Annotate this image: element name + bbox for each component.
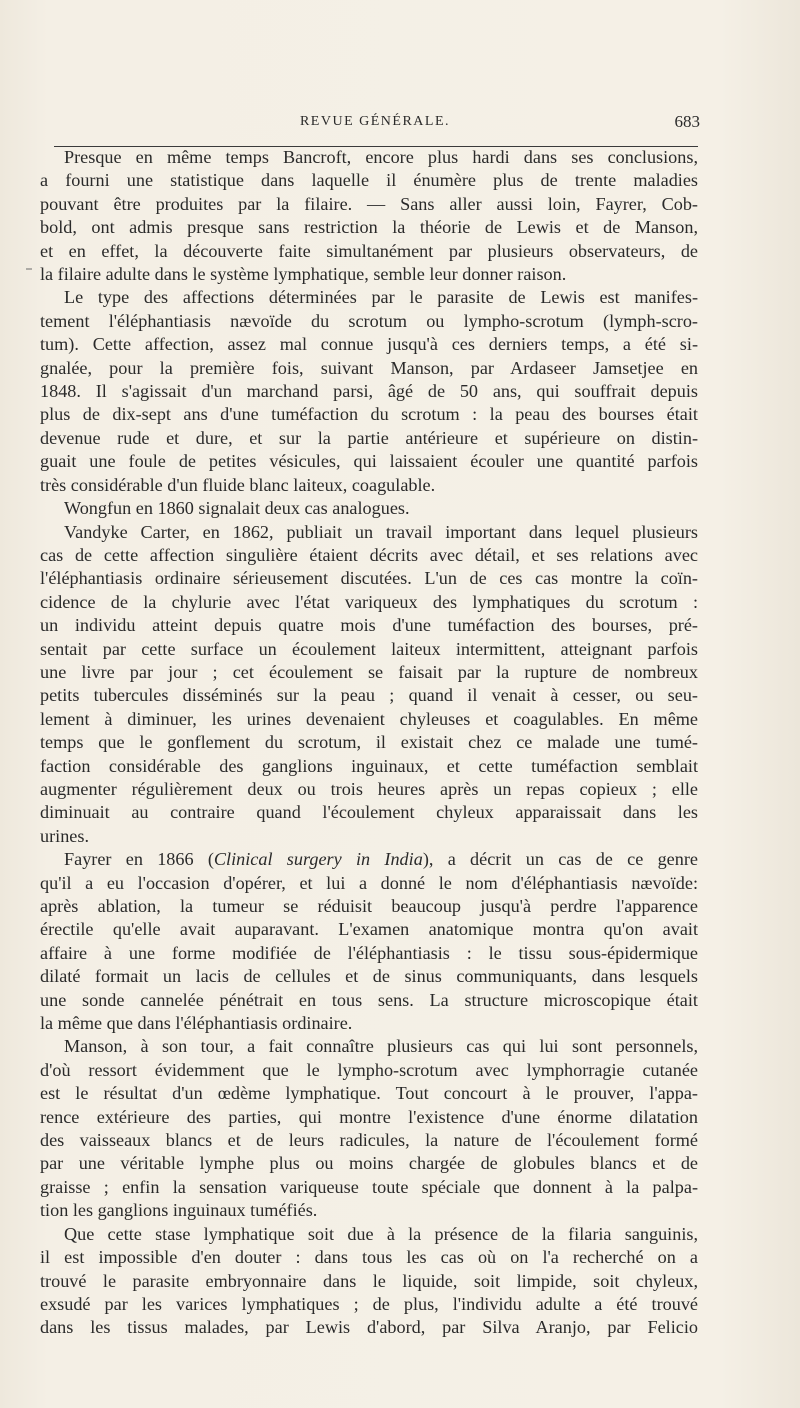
text-line: temps que le gonflement du scrotum, il existait chez ce malade une tumé- (40, 732, 698, 753)
text-line: qu'il a eu l'occasion d'opérer, et lui a donné le nom d'éléphantiasis nævoïde: (40, 872, 698, 893)
text-line: très considérable d'un fluide blanc laiteux, coagulable. (40, 474, 436, 495)
text-line: urines. (40, 825, 89, 846)
text-line: tum). Cette affection, assez mal connue jusqu'à ces derniers temps, a été si- (40, 334, 698, 355)
text-line: a fourni une statistique dans laquelle il énumère plus de trente maladies (40, 170, 698, 191)
paragraph (40, 848, 698, 1035)
text-line: gnalée, pour la première fois, suivant Manson, par Ardaseer Jamsetjee en (40, 357, 698, 378)
text-line: des vaisseaux blancs et de leurs radicules, la nature de l'écoulement formé (40, 1130, 698, 1151)
text-line: bold, ont admis presque sans restriction la théorie de Lewis et de Manson, (40, 217, 698, 238)
text-line: augmenter régulièrement deux ou trois heures après un repas copieux ; elle (40, 778, 698, 799)
text-line: Vandyke Carter, en 1862, publiait un travail important dans lequel plusieurs (64, 521, 698, 542)
page-number: 683 (674, 112, 700, 131)
text-line: après ablation, la tumeur se réduisit beaucoup jusqu'à perdre l'apparence (40, 896, 698, 916)
paragraph (40, 1223, 698, 1340)
text-line: cidence de la chylurie avec l'état variqueux des lymphatiques du scrotum : (40, 591, 698, 612)
paragraph (40, 286, 698, 497)
text-line: graisse ; enfin la sensation variqueuse toute spéciale que donnent à la palpa- (40, 1176, 698, 1197)
text-line: Fayrer en 1866 (Clinical surgery in India), a décrit un cas de ce genre (64, 849, 698, 870)
text-line: Manson, à son tour, a fait connaître plusieurs cas qui lui sont personnels, (64, 1036, 698, 1057)
text-line: sentait par cette surface un écoulement laiteux intermittent, atteignant parfois (40, 638, 698, 659)
text-line: diminuait au contraire quand l'écoulement chyleux apparaissait dans les (40, 802, 698, 823)
text-line: il est impossible d'en douter : dans tous les cas où on l'a recherché on a (40, 1247, 698, 1268)
paragraph (40, 521, 698, 849)
text-line: exsudé par les varices lymphatiques ; de plus, l'individu adulte a été trouvé (40, 1293, 698, 1314)
text-line: rence extérieure des parties, qui montre l'existence d'une énorme dilatation (40, 1106, 698, 1127)
text-line: guait une foule de petites vésicules, qui laissaient écouler une quantité parfois (40, 451, 698, 472)
margin-mark (26, 268, 32, 270)
text-line: érectile qu'elle avait auparavant. L'examen anatomique montra qu'on avait (40, 919, 698, 940)
cited-title: Clinical surgery in India (213, 849, 423, 870)
text-line: pouvant être produites par la filaire. — Sans aller aussi loin, Fayrer, Cob- (40, 193, 698, 214)
paragraph (40, 1035, 698, 1222)
text-line: Wongfun en 1860 signalait deux cas analogues. (64, 498, 410, 519)
text-line: une sonde cannelée pénétrait en tous sens. La structure microscopique était (40, 989, 698, 1010)
text-line: par une véritable lymphe plus ou moins chargée de globules blancs et de (40, 1153, 698, 1174)
body-text (40, 146, 698, 1340)
text-line: la filaire adulte dans le système lymphatique, semble leur donner raison. (40, 264, 567, 285)
text-line: petits tubercules disséminés sur la peau ; quand il venait à cesser, ou seu- (40, 685, 698, 706)
text-line: Que cette stase lymphatique soit due à la présence de la filaria sanguinis, (64, 1223, 698, 1244)
text-line: d'où ressort évidemment que le lympho-scrotum avec lymphorragie cutanée (40, 1059, 698, 1080)
text-line: cas de cette affection singulière étaient décrits avec détail, et ses relations avec (40, 544, 698, 565)
text-line: lement à diminuer, les urines devenaient chyleuses et coagulables. En même (40, 708, 698, 729)
text-line: une livre par jour ; cet écoulement se faisait par la rupture de nombreux (40, 661, 698, 682)
text-line: Presque en même temps Bancroft, encore plus hardi dans ses conclusions, (64, 147, 698, 167)
text-line: trouvé le parasite embryonnaire dans le liquide, soit limpide, soit chyleux, (40, 1270, 698, 1291)
text-line: 1848. Il s'agissait d'un marchand parsi, âgé de 50 ans, qui souffrait depuis (40, 381, 698, 402)
text-line: tement l'éléphantiasis nævoïde du scrotum ou lympho-scrotum (lymph-scro- (40, 310, 698, 331)
text-line: faction considérable des ganglions inguinaux, et cette tuméfaction semblait (40, 755, 698, 776)
running-head (50, 112, 700, 132)
text-line: affaire à une forme modifiée de l'éléphantiasis : le tissu sous-épidermique (40, 942, 698, 963)
running-head-title: REVUE GÉNÉRALE. (299, 114, 451, 129)
text-line: plus de dix-sept ans d'une tuméfaction du scrotum : la peau des bourses était (40, 404, 698, 425)
text-line: l'éléphantiasis ordinaire sérieusement discutées. L'un de ces cas montre la coïn- (40, 568, 698, 589)
text-line: et en effet, la découverte faite simultanément par plusieurs observateurs, de (40, 240, 698, 261)
text-line: Le type des affections déterminées par le parasite de Lewis est manifes- (64, 287, 698, 308)
text-line: devenue rude et dure, et sur la partie antérieure et supérieure on distin- (40, 427, 698, 448)
text-line: un individu atteint depuis quatre mois d'une tuméfaction des bourses, pré- (40, 615, 698, 636)
text-line: dilaté formait un lacis de cellules et de sinus communiquants, dans lesquels (40, 966, 698, 987)
paragraph (64, 497, 698, 520)
text-line: est le résultat d'un œdème lymphatique. Tout concourt à le prouver, l'appa- (40, 1083, 698, 1104)
text-line: la même que dans l'éléphantiasis ordinaire. (40, 1013, 353, 1034)
paragraph (40, 146, 698, 286)
text-line: dans les tissus malades, par Lewis d'abord, par Silva Aranjo, par Felicio (40, 1317, 698, 1338)
text-line: tion les ganglions inguinaux tuméfiés. (40, 1200, 318, 1221)
